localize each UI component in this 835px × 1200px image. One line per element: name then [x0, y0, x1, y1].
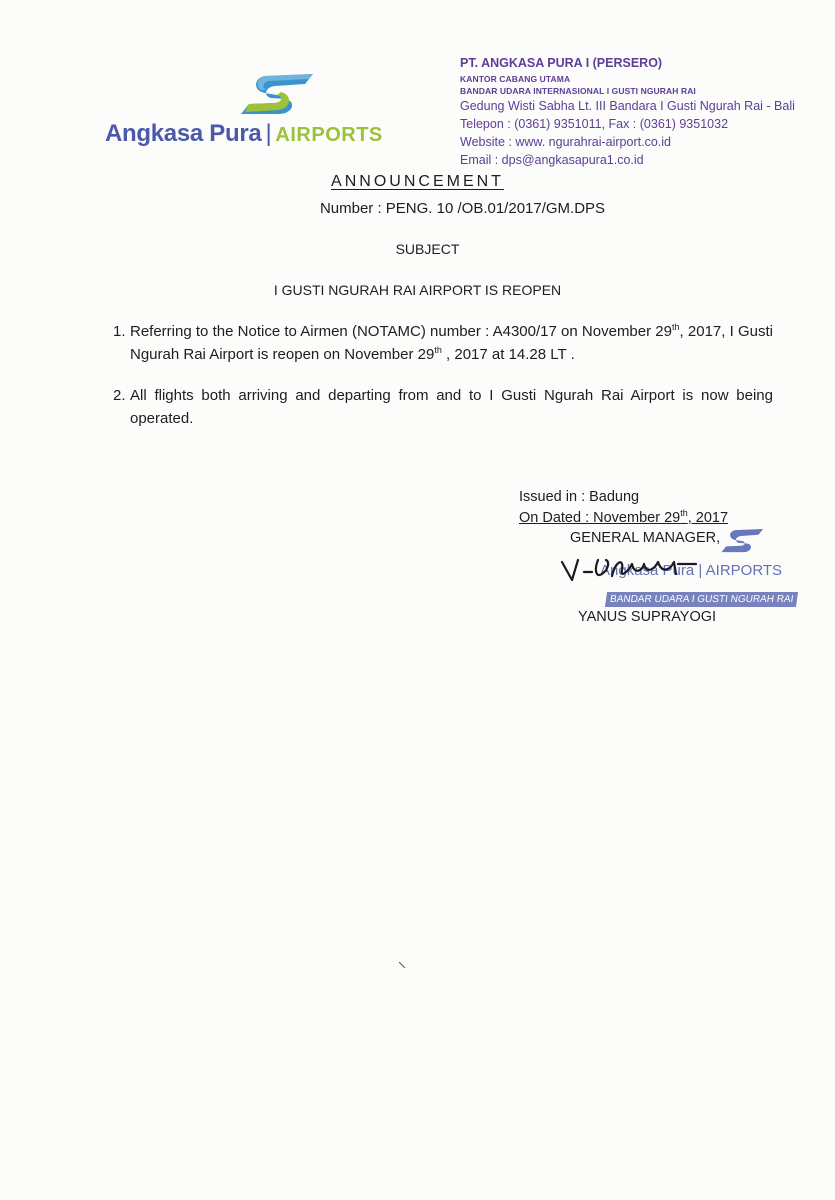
ordinal-suffix: th	[672, 322, 680, 332]
logo-brand: Angkasa Pura	[105, 120, 262, 147]
announcement-title	[0, 173, 835, 191]
company-name: PT. ANGKASA PURA I (PERSERO)	[460, 56, 663, 70]
airport-name: BANDAR UDARA INTERNASIONAL I GUSTI NGURAH RAI	[460, 86, 696, 96]
scan-speck-icon	[399, 962, 405, 968]
ordinal-suffix: th	[434, 345, 442, 355]
angkasa-pura-logo	[105, 68, 395, 158]
email-line: Email : dps@angkasapura1.co.id	[460, 153, 644, 167]
list-item-number: 1.	[113, 323, 126, 340]
logo-separator: |	[265, 120, 272, 147]
announcement-title-text: ANNOUNCEMENT	[331, 173, 504, 190]
item-text-part: , 2017, I Gusti Ngurah Rai Airport is reopen on November 29	[130, 323, 773, 363]
logo-wordmark	[105, 120, 383, 148]
subject-text: I GUSTI NGURAH RAI AIRPORT IS REOPEN	[273, 282, 562, 298]
signature-icon	[558, 550, 718, 590]
stamp-tag: AIRPORTS	[705, 562, 783, 579]
item-text-part: , 2017 at 14.28 LT .	[441, 346, 575, 363]
issued-date-suffix: , 2017	[687, 510, 729, 526]
list-item-text	[130, 320, 773, 366]
angkasa-pura-emblem-icon	[235, 68, 325, 118]
signatory-title: GENERAL MANAGER,	[570, 530, 721, 546]
phone-line: Telepon : (0361) 9351011, Fax : (0361) 9351032	[460, 117, 729, 131]
issued-date-prefix: On Dated : November 29	[519, 510, 681, 526]
announcement-number: Number : PENG. 10 /OB.01/2017/GM.DPS	[319, 200, 606, 217]
item-text-part: Referring to the Notice to Airmen (NOTAMC) number : A4300/17 on November 29	[130, 323, 672, 340]
list-item-number: 2.	[113, 387, 126, 404]
logo-tag: AIRPORTS	[275, 124, 383, 146]
list-item-text: All flights both arriving and departing from and to I Gusti Ngurah Rai Airport is now being operated.	[130, 387, 773, 427]
stamp-brand: Angkasa Pura	[600, 562, 695, 579]
website-line: Website : www. ngurahrai-airport.co.id	[460, 135, 671, 149]
signatory-name: YANUS SUPRAYOGI	[578, 609, 717, 625]
issued-place: Issued in : Badung	[519, 489, 640, 505]
stamp-separator: |	[698, 562, 703, 579]
address-line: Gedung Wisti Sabha Lt. III Bandara I Gusti Ngurah Rai - Bali	[460, 99, 795, 113]
branch-name: KANTOR CABANG UTAMA	[460, 74, 571, 84]
list-item	[113, 320, 773, 366]
letterhead-address	[460, 56, 830, 169]
stamp-emblem-icon	[718, 522, 770, 558]
list-item	[113, 384, 773, 430]
subject-label: SUBJECT	[395, 241, 460, 257]
ordinal-suffix: th	[680, 508, 688, 519]
stamp-subtitle: BANDAR UDARA I GUSTI NGURAH RAI	[605, 592, 798, 607]
